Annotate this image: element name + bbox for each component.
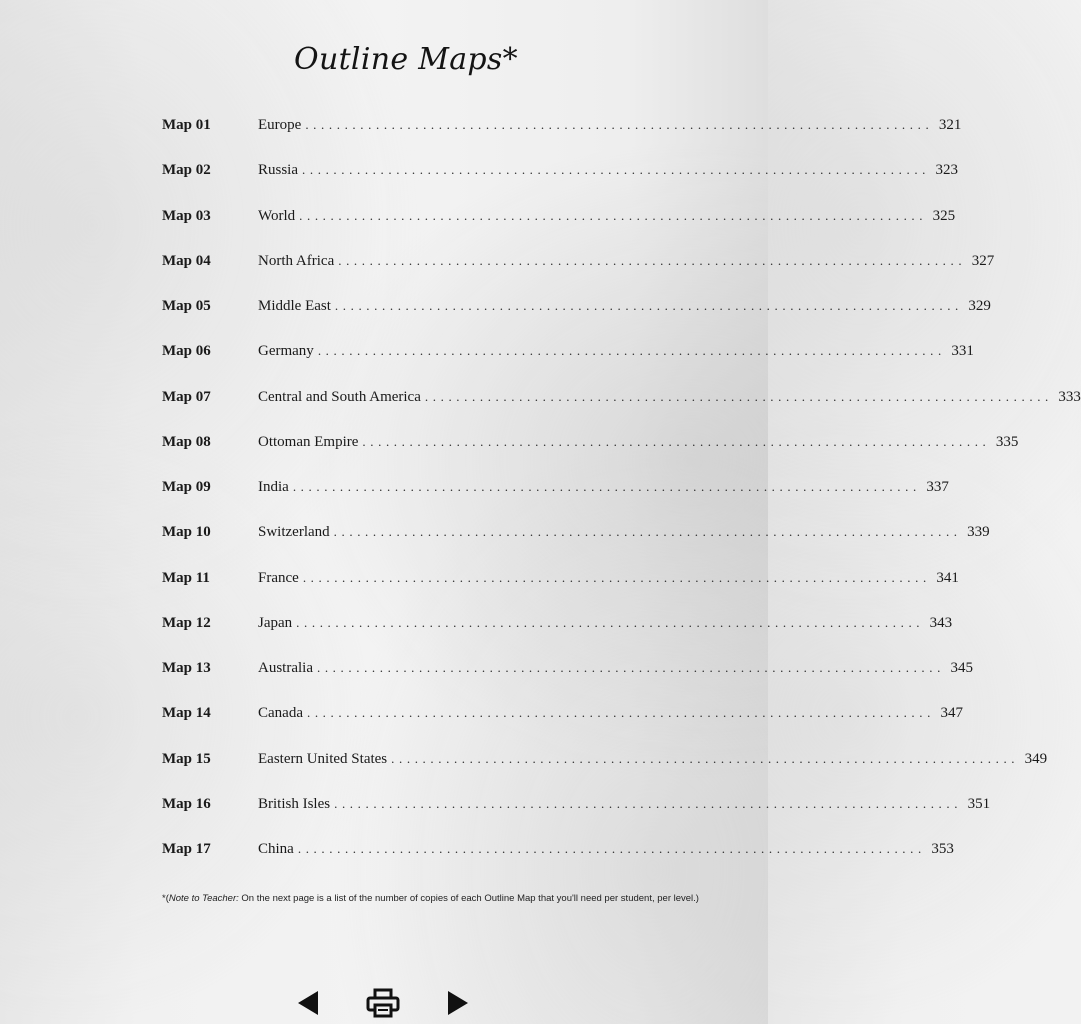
dot-leader: ................................................................................	[292, 479, 921, 494]
right-arrow-icon	[446, 990, 470, 1016]
page-number: 327	[971, 252, 995, 269]
map-number: Map 06	[162, 343, 211, 360]
toc-entry[interactable]	[162, 159, 959, 181]
teacher-note	[162, 893, 722, 904]
map-number: Map 07	[162, 388, 211, 405]
page-number: 331	[951, 343, 974, 360]
map-number: Map 12	[162, 614, 211, 631]
toc-entry[interactable]	[162, 793, 991, 815]
page-number: 333	[1058, 388, 1081, 405]
page-number: 323	[935, 162, 959, 179]
toc-entry[interactable]	[162, 838, 954, 860]
dot-leader: ................................................................................	[305, 117, 934, 132]
page-number: 325	[932, 207, 956, 224]
page-number: 349	[1024, 750, 1048, 767]
page-number: 341	[936, 569, 959, 586]
page-number: 329	[968, 298, 991, 314]
toc-entry[interactable]	[162, 386, 1081, 408]
map-title: France	[258, 569, 299, 586]
map-number: Map 02	[162, 162, 211, 179]
toc-entry[interactable]	[162, 340, 974, 362]
map-title: Middle East	[258, 298, 331, 314]
dot-leader: ................................................................................	[338, 252, 967, 268]
toc-entry[interactable]	[162, 612, 953, 634]
note-text: On the next page is a list of the number of copies of each Outline Map that you'll need per student, per level.)	[238, 893, 699, 904]
page-number: 347	[940, 705, 963, 722]
note-label: Note to Teacher:	[168, 893, 239, 904]
dot-leader: ................................................................................	[296, 614, 925, 630]
next-page-button[interactable]	[440, 985, 476, 1021]
dot-leader: ................................................................................	[424, 388, 1053, 404]
printer-icon	[366, 988, 400, 1018]
toc-entry[interactable]	[162, 702, 963, 724]
map-number: Map 15	[162, 750, 211, 767]
map-number: Map 14	[162, 705, 211, 722]
page-title: Outline Maps*	[294, 42, 518, 77]
map-number: Map 17	[162, 841, 211, 857]
toc-entry[interactable]	[162, 431, 1019, 453]
map-number: Map 04	[162, 252, 211, 269]
map-number: Map 03	[162, 207, 211, 224]
map-number: Map 10	[162, 524, 211, 541]
page-number: 339	[967, 524, 990, 541]
page-number: 345	[950, 660, 973, 676]
toc-entry[interactable]	[162, 250, 995, 272]
toc-entry[interactable]	[162, 476, 949, 498]
dot-leader: ................................................................................	[334, 298, 963, 313]
toc-entry[interactable]	[162, 295, 991, 317]
map-number: Map 08	[162, 433, 211, 450]
map-title: Europe	[258, 117, 302, 133]
page-number: 351	[967, 795, 991, 812]
map-title: Japan	[258, 614, 293, 631]
dot-leader: ................................................................................	[317, 343, 946, 359]
left-arrow-icon	[296, 990, 320, 1016]
map-title: World	[258, 207, 296, 224]
dot-leader: ................................................................................	[302, 569, 931, 585]
map-number: Map 01	[162, 117, 211, 133]
map-title: Switzerland	[258, 524, 330, 541]
previous-page-button[interactable]	[290, 985, 326, 1021]
toc-entry[interactable]	[162, 657, 973, 679]
map-title: British Isles	[258, 795, 331, 812]
print-button[interactable]	[365, 985, 401, 1021]
dot-leader: ................................................................................	[391, 750, 1020, 766]
toc-entry[interactable]	[162, 567, 959, 589]
map-title: India	[258, 479, 289, 495]
page-number: 353	[931, 841, 954, 857]
page-number: 335	[995, 433, 1019, 450]
note-prefix: *(	[162, 893, 169, 904]
dot-leader: ................................................................................	[316, 660, 945, 675]
map-number: Map 11	[162, 569, 210, 586]
dot-leader: ................................................................................	[302, 162, 931, 178]
map-title: Germany	[258, 343, 314, 360]
toc-entry[interactable]	[162, 114, 962, 136]
map-number: Map 05	[162, 298, 211, 314]
map-title: North Africa	[258, 252, 335, 269]
map-title: Australia	[258, 660, 313, 676]
map-number: Map 13	[162, 660, 211, 676]
page-number: 343	[929, 614, 953, 631]
map-title: China	[258, 841, 294, 857]
toc-entry[interactable]	[162, 521, 990, 543]
map-title: Eastern United States	[258, 750, 388, 767]
dot-leader: ................................................................................	[299, 207, 928, 223]
dot-leader: ................................................................................	[333, 524, 962, 540]
map-title: Canada	[258, 705, 303, 722]
page-number: 321	[938, 117, 962, 133]
map-number: Map 09	[162, 479, 211, 495]
toc-entry[interactable]	[162, 748, 1048, 770]
map-number: Map 16	[162, 795, 211, 812]
toc-entry[interactable]	[162, 205, 956, 227]
dot-leader: ................................................................................	[297, 841, 926, 856]
dot-leader: ................................................................................	[334, 795, 963, 811]
map-title: Central and South America	[258, 388, 421, 405]
dot-leader: ................................................................................	[306, 705, 935, 721]
dot-leader: ................................................................................	[362, 433, 991, 449]
page-number: 337	[926, 479, 949, 495]
map-title: Ottoman Empire	[258, 433, 359, 450]
map-title: Russia	[258, 162, 299, 179]
